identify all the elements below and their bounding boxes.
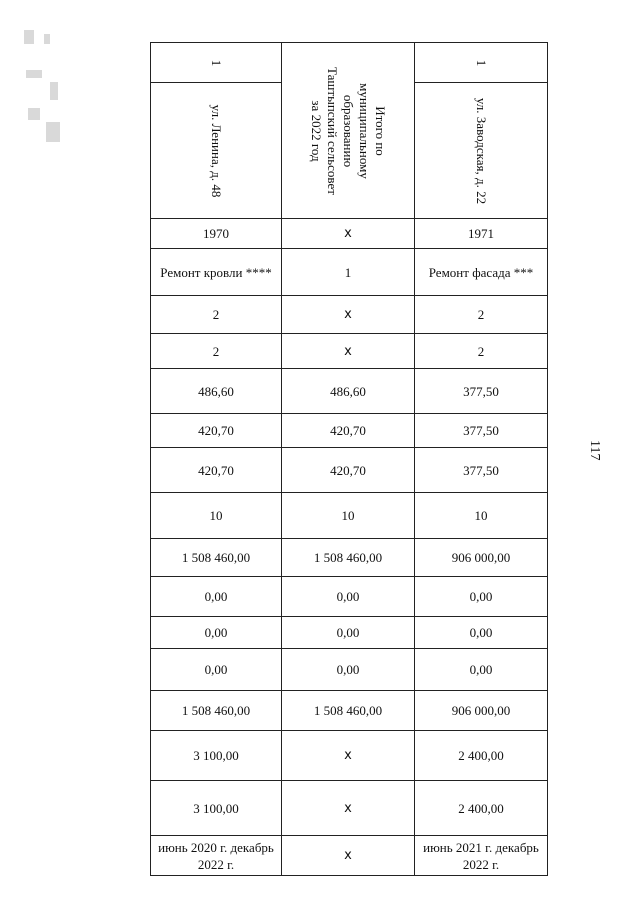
- table-cell: 0,00: [151, 617, 282, 649]
- table-row: [151, 219, 548, 249]
- table-cell: Ремонт кровли ****: [151, 249, 282, 296]
- table-cell: 420,70: [151, 448, 282, 493]
- table-cell: x: [282, 296, 415, 334]
- table-cell: 420,70: [282, 414, 415, 448]
- table-cell: 1970: [151, 219, 282, 249]
- table-row: [151, 414, 548, 448]
- table-cell: 1 508 460,00: [282, 691, 415, 731]
- table-cell: 3 100,00: [151, 781, 282, 836]
- table-cell: 2: [151, 296, 282, 334]
- table-cell: x: [282, 334, 415, 369]
- table-row: [151, 577, 548, 617]
- header-number-cell: 1: [415, 43, 548, 83]
- table-cell: 906 000,00: [415, 691, 548, 731]
- table-row: [151, 448, 548, 493]
- table-row: [151, 539, 548, 577]
- table-cell: 0,00: [282, 617, 415, 649]
- page-number: 117: [587, 440, 602, 461]
- table-row: [151, 836, 548, 876]
- report-table: [150, 42, 548, 876]
- table-cell: x: [282, 219, 415, 249]
- header-address-cell: ул. Ленина, д. 48: [151, 83, 282, 219]
- table-cell: 2: [151, 334, 282, 369]
- table-row: [151, 334, 548, 369]
- table-cell: 420,70: [282, 448, 415, 493]
- table-row: [151, 649, 548, 691]
- header-address-cell: ул. Заводская, д. 22: [415, 83, 548, 219]
- header-number-cell: 1: [151, 43, 282, 83]
- table-cell: 0,00: [415, 617, 548, 649]
- table-cell: Ремонт фасада ***: [415, 249, 548, 296]
- table-cell: 2: [415, 334, 548, 369]
- table-row: [151, 369, 548, 414]
- table-cell: 420,70: [151, 414, 282, 448]
- table-cell: 377,50: [415, 448, 548, 493]
- table-cell: x: [282, 781, 415, 836]
- table-cell: 2 400,00: [415, 731, 548, 781]
- table-cell: x: [282, 731, 415, 781]
- table-row: [151, 493, 548, 539]
- table-cell: 486,60: [151, 369, 282, 414]
- table-cell: 0,00: [282, 649, 415, 691]
- table-row: [151, 731, 548, 781]
- header-number-row: [151, 43, 548, 83]
- table-row: [151, 249, 548, 296]
- table-cell: 1 508 460,00: [151, 691, 282, 731]
- table-cell: 1 508 460,00: [151, 539, 282, 577]
- table-row: [151, 691, 548, 731]
- table-row: [151, 617, 548, 649]
- table-cell: 0,00: [415, 577, 548, 617]
- table-cell: 10: [415, 493, 548, 539]
- table-cell: 0,00: [151, 577, 282, 617]
- table-cell: 1971: [415, 219, 548, 249]
- table-cell: 10: [282, 493, 415, 539]
- table-cell: 0,00: [282, 577, 415, 617]
- header-total-cell: Итого по муниципальному образованию Таштыпский сельсовет за 2022 год: [282, 43, 415, 219]
- table-cell: июнь 2020 г. декабрь 2022 г.: [151, 836, 282, 876]
- table-cell: 3 100,00: [151, 731, 282, 781]
- table-cell: 10: [151, 493, 282, 539]
- table-cell: 906 000,00: [415, 539, 548, 577]
- table-cell: 377,50: [415, 414, 548, 448]
- table-cell: 2: [415, 296, 548, 334]
- table-row: [151, 296, 548, 334]
- table-cell: 486,60: [282, 369, 415, 414]
- table-cell: 1 508 460,00: [282, 539, 415, 577]
- scan-artifacts: [24, 30, 68, 150]
- table-cell: x: [282, 836, 415, 876]
- table-row: [151, 781, 548, 836]
- table-cell: 0,00: [415, 649, 548, 691]
- table-cell: 0,00: [151, 649, 282, 691]
- table-cell: 377,50: [415, 369, 548, 414]
- table-cell: июнь 2021 г. декабрь 2022 г.: [415, 836, 548, 876]
- table-cell: 2 400,00: [415, 781, 548, 836]
- table-cell: 1: [282, 249, 415, 296]
